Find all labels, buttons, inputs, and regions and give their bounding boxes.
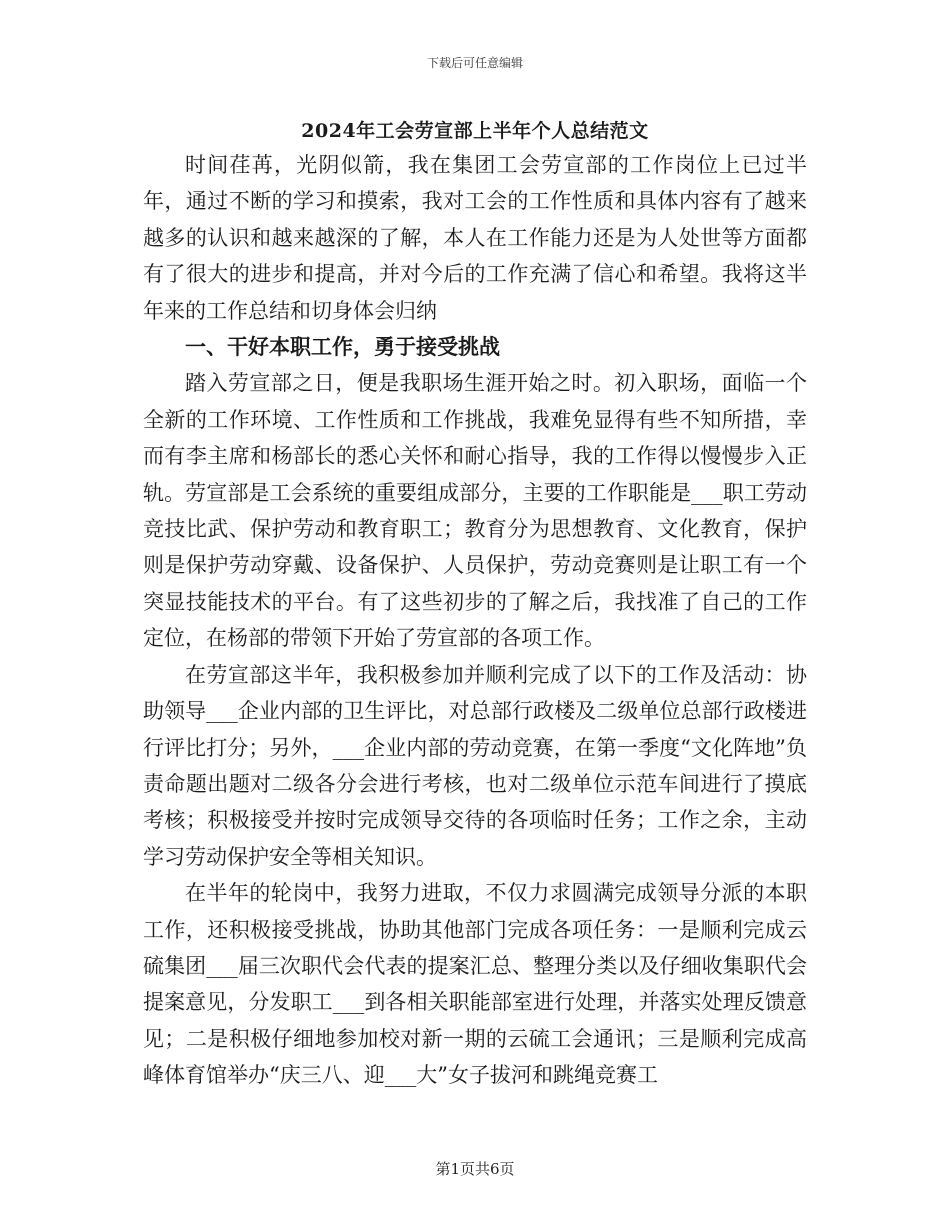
intro-paragraph: 时间荏苒，光阴似箭，我在集团工会劳宣部的工作岗位上已过半年，通过不断的学习和摸索，我对工会的工作性质和具体内容有了越来越多的认识和越来越深的了解，本人在工作能力还是为人处世等方面都有了很大的进步和提高，并对今后的工作充满了信心和希望。我将这半年来的工作总结和切身体会归纳 xyxy=(143,153,807,323)
page-indicator: 第1页共6页 xyxy=(435,1160,515,1178)
document-body xyxy=(143,147,807,1094)
body-paragraph: 在半年的轮岗中，我努力进取，不仅力求圆满完成领导分派的本职工作，还积极接受挑战，协助其他部门完成各项任务：一是顺利完成云硫集团___届三次职代会代表的提案汇总、整理分类以及仔细收集职代会提案意见，分发职工___到各相关职能部室进行处理，并落实处理反馈意见；二是积极仔细地参加校对新一期的云硫工会通讯；三是顺利完成高峰体育馆举办“庆三八、迎___大”女子拔河和跳绳竞赛工 xyxy=(143,881,807,1088)
body-paragraph: 在劳宣部这半年，我积极参加并顺利完成了以下的工作及活动：协助领导___企业内部的卫生评比，对总部行政楼及二级单位总部行政楼进行评比打分；另外，___企业内部的劳动竞赛，在第一季度“文化阵地”负责命题出题对二级各分会进行考核，也对二级单位示范车间进行了摸底考核；积极接受并按时完成领导交待的各项临时任务；工作之余，主动学习劳动保护安全等相关知识。 xyxy=(143,662,807,869)
body-paragraph: 踏入劳宣部之日，便是我职场生涯开始之时。初入职场，面临一个全新的工作环境、工作性质和工作挑战，我难免显得有些不知所措，幸而有李主席和杨部长的悉心关怀和耐心指导，我的工作得以慢慢步入正轨。劳宣部是工会系统的重要组成部分，主要的工作职能是___职工劳动竞技比武、保护劳动和教育职工；教育分为思想教育、文化教育，保护则是保护劳动穿戴、设备保护、人员保护，劳动竞赛则是让职工有一个突显技能技术的平台。有了这些初步的了解之后，我找准了自己的工作定位，在杨部的带领下开始了劳宣部的各项工作。 xyxy=(143,371,807,651)
page-header-note: 下载后可任意编辑 xyxy=(426,56,523,70)
document-title: 2024年工会劳宣部上半年个人总结范文 xyxy=(301,120,649,142)
section-heading-1: 一、干好本职工作，勇于接受挑战 xyxy=(185,334,500,360)
